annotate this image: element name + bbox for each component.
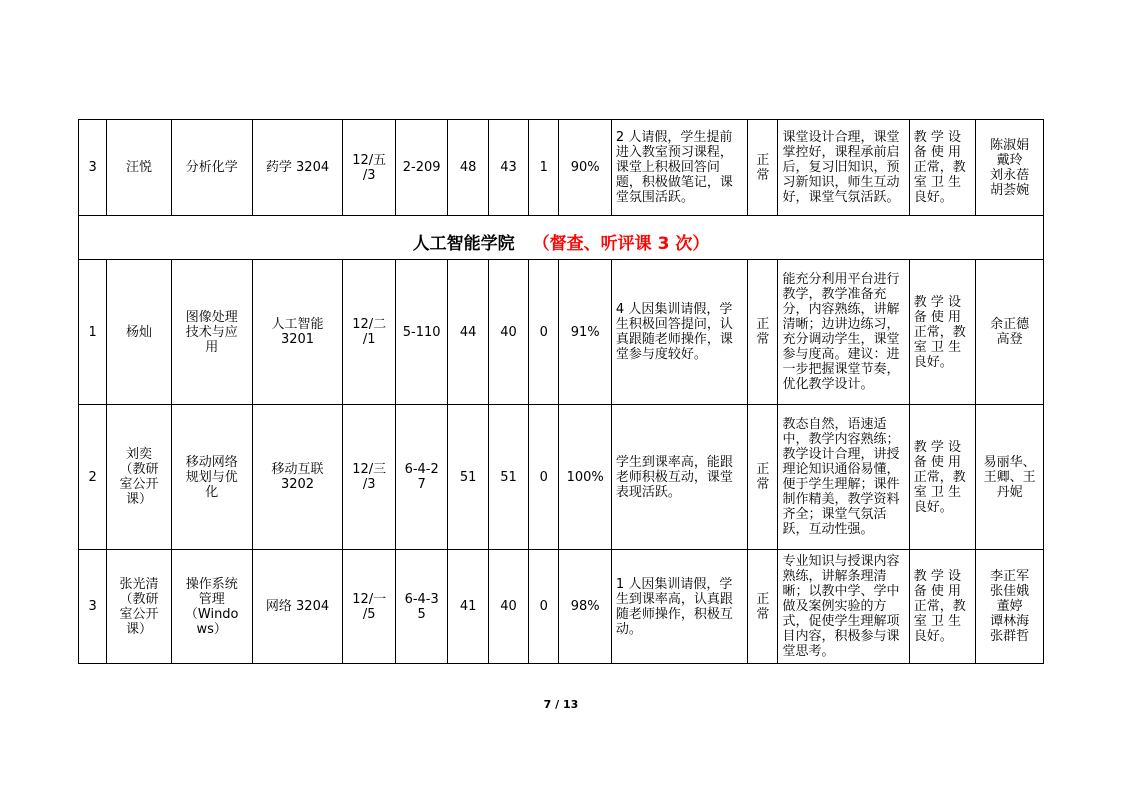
- inspection-table: [78, 119, 1044, 664]
- date-cell: 12/二 /1: [343, 260, 395, 405]
- section-title: 人工智能学院: [412, 234, 515, 254]
- attendance-notes: 2 人请假，学生提前进入教室预习课程，课堂上积极回答问题，积极做笔记，课堂氛围活跃。: [611, 120, 747, 216]
- page-number: 7 / 13: [543, 698, 579, 711]
- teaching-evaluation: 教态自然，语速适中，教学内容熟练；教学设计合理，讲授理论知识通俗易懂，便于学生理解；课件制作精美，教学资料齐全；课堂气氛活跃，互动性强。: [778, 405, 909, 550]
- enrolled-count: 48: [448, 120, 488, 216]
- teacher-name: 汪悦: [107, 120, 172, 216]
- absent-count: 1: [529, 120, 559, 216]
- row-number: 3: [79, 120, 107, 216]
- course-name: 移动网络 规划与优 化: [171, 405, 252, 550]
- attendance-notes: 1 人因集训请假，学生到课率高，认真跟随老师操作，积极互动。: [611, 550, 747, 664]
- row-number: 1: [79, 260, 107, 405]
- room-cell: 6-4-3 5: [395, 550, 447, 664]
- date-cell: 12/五 /3: [343, 120, 395, 216]
- row-number: 2: [79, 405, 107, 550]
- course-name: 图像处理 技术与应 用: [171, 260, 252, 405]
- inspectors: 李正军 张佳娥 董婷 谭林海 张群哲: [976, 550, 1044, 664]
- room-cell: 6-4-2 7: [395, 405, 447, 550]
- facilities-notes: 教 学 设备 使 用正常，教室 卫 生良好。: [909, 120, 976, 216]
- order-status: 正 常: [748, 120, 778, 216]
- facilities-notes: 教 学 设备 使 用正常，教室 卫 生良好。: [909, 550, 976, 664]
- attendance-rate: 98%: [559, 550, 611, 664]
- course-name: 分析化学: [171, 120, 252, 216]
- teacher-name: 张光清 （教研 室公开 课）: [107, 550, 172, 664]
- section-header: [79, 216, 1044, 260]
- inspectors: 易丽华、 王卿、王 丹妮: [976, 405, 1044, 550]
- facilities-notes: 教 学 设备 使 用正常，教室 卫 生良好。: [909, 260, 976, 405]
- order-status: 正 常: [748, 405, 778, 550]
- attendance-rate: 100%: [559, 405, 611, 550]
- section-note: （督查、听评课 3 次）: [532, 234, 710, 254]
- room-cell: 5-110: [395, 260, 447, 405]
- enrolled-count: 44: [448, 260, 488, 405]
- teacher-name: 刘奕 （教研 室公开 课）: [107, 405, 172, 550]
- present-count: 51: [488, 405, 528, 550]
- teaching-evaluation: 课堂设计合理，课堂掌控好，课程承前启后，复习旧知识，预习新知识，师生互动好，课堂气氛活跃。: [778, 120, 909, 216]
- class-name: 药学 3204: [252, 120, 343, 216]
- attendance-rate: 91%: [559, 260, 611, 405]
- date-cell: 12/一 /5: [343, 550, 395, 664]
- inspectors: 余正德 高登: [976, 260, 1044, 405]
- attendance-rate: 90%: [559, 120, 611, 216]
- order-status: 正 常: [748, 550, 778, 664]
- teaching-evaluation: 专业知识与授课内容熟练，讲解条理清晰；以教中学、学中做及案例实验的方式，促使学生理解项目内容，积极参与课堂思考。: [778, 550, 909, 664]
- date-cell: 12/三 /3: [343, 405, 395, 550]
- inspectors: 陈淑娟 戴玲 刘永蓓 胡荟婉: [976, 120, 1044, 216]
- teacher-name: 杨灿: [107, 260, 172, 405]
- absent-count: 0: [529, 405, 559, 550]
- room-cell: 2-209: [395, 120, 447, 216]
- table-row: [79, 405, 1044, 550]
- absent-count: 0: [529, 260, 559, 405]
- attendance-notes: 4 人因集训请假，学生积极回答提问，认真跟随老师操作，课堂参与度较好。: [611, 260, 747, 405]
- class-name: 人工智能 3201: [252, 260, 343, 405]
- order-status: 正 常: [748, 260, 778, 405]
- class-name: 网络 3204: [252, 550, 343, 664]
- facilities-notes: 教 学 设备 使 用正常，教室 卫 生良好。: [909, 405, 976, 550]
- table-row: [79, 550, 1044, 664]
- enrolled-count: 51: [448, 405, 488, 550]
- teaching-evaluation: 能充分利用平台进行教学，教学准备充分，内容熟练，讲解清晰；边讲边练习，充分调动学生，课堂参与度高。建议：进一步把握课堂节奏，优化教学设计。: [778, 260, 909, 405]
- table-row: [79, 120, 1044, 216]
- enrolled-count: 41: [448, 550, 488, 664]
- row-number: 3: [79, 550, 107, 664]
- course-name: 操作系统 管理 （Windo ws）: [171, 550, 252, 664]
- attendance-notes: 学生到课率高，能跟老师积极互动，课堂表现活跃。: [611, 405, 747, 550]
- present-count: 40: [488, 260, 528, 405]
- present-count: 40: [488, 550, 528, 664]
- present-count: 43: [488, 120, 528, 216]
- absent-count: 0: [529, 550, 559, 664]
- class-name: 移动互联 3202: [252, 405, 343, 550]
- section-header-row: [79, 216, 1044, 260]
- table-row: [79, 260, 1044, 405]
